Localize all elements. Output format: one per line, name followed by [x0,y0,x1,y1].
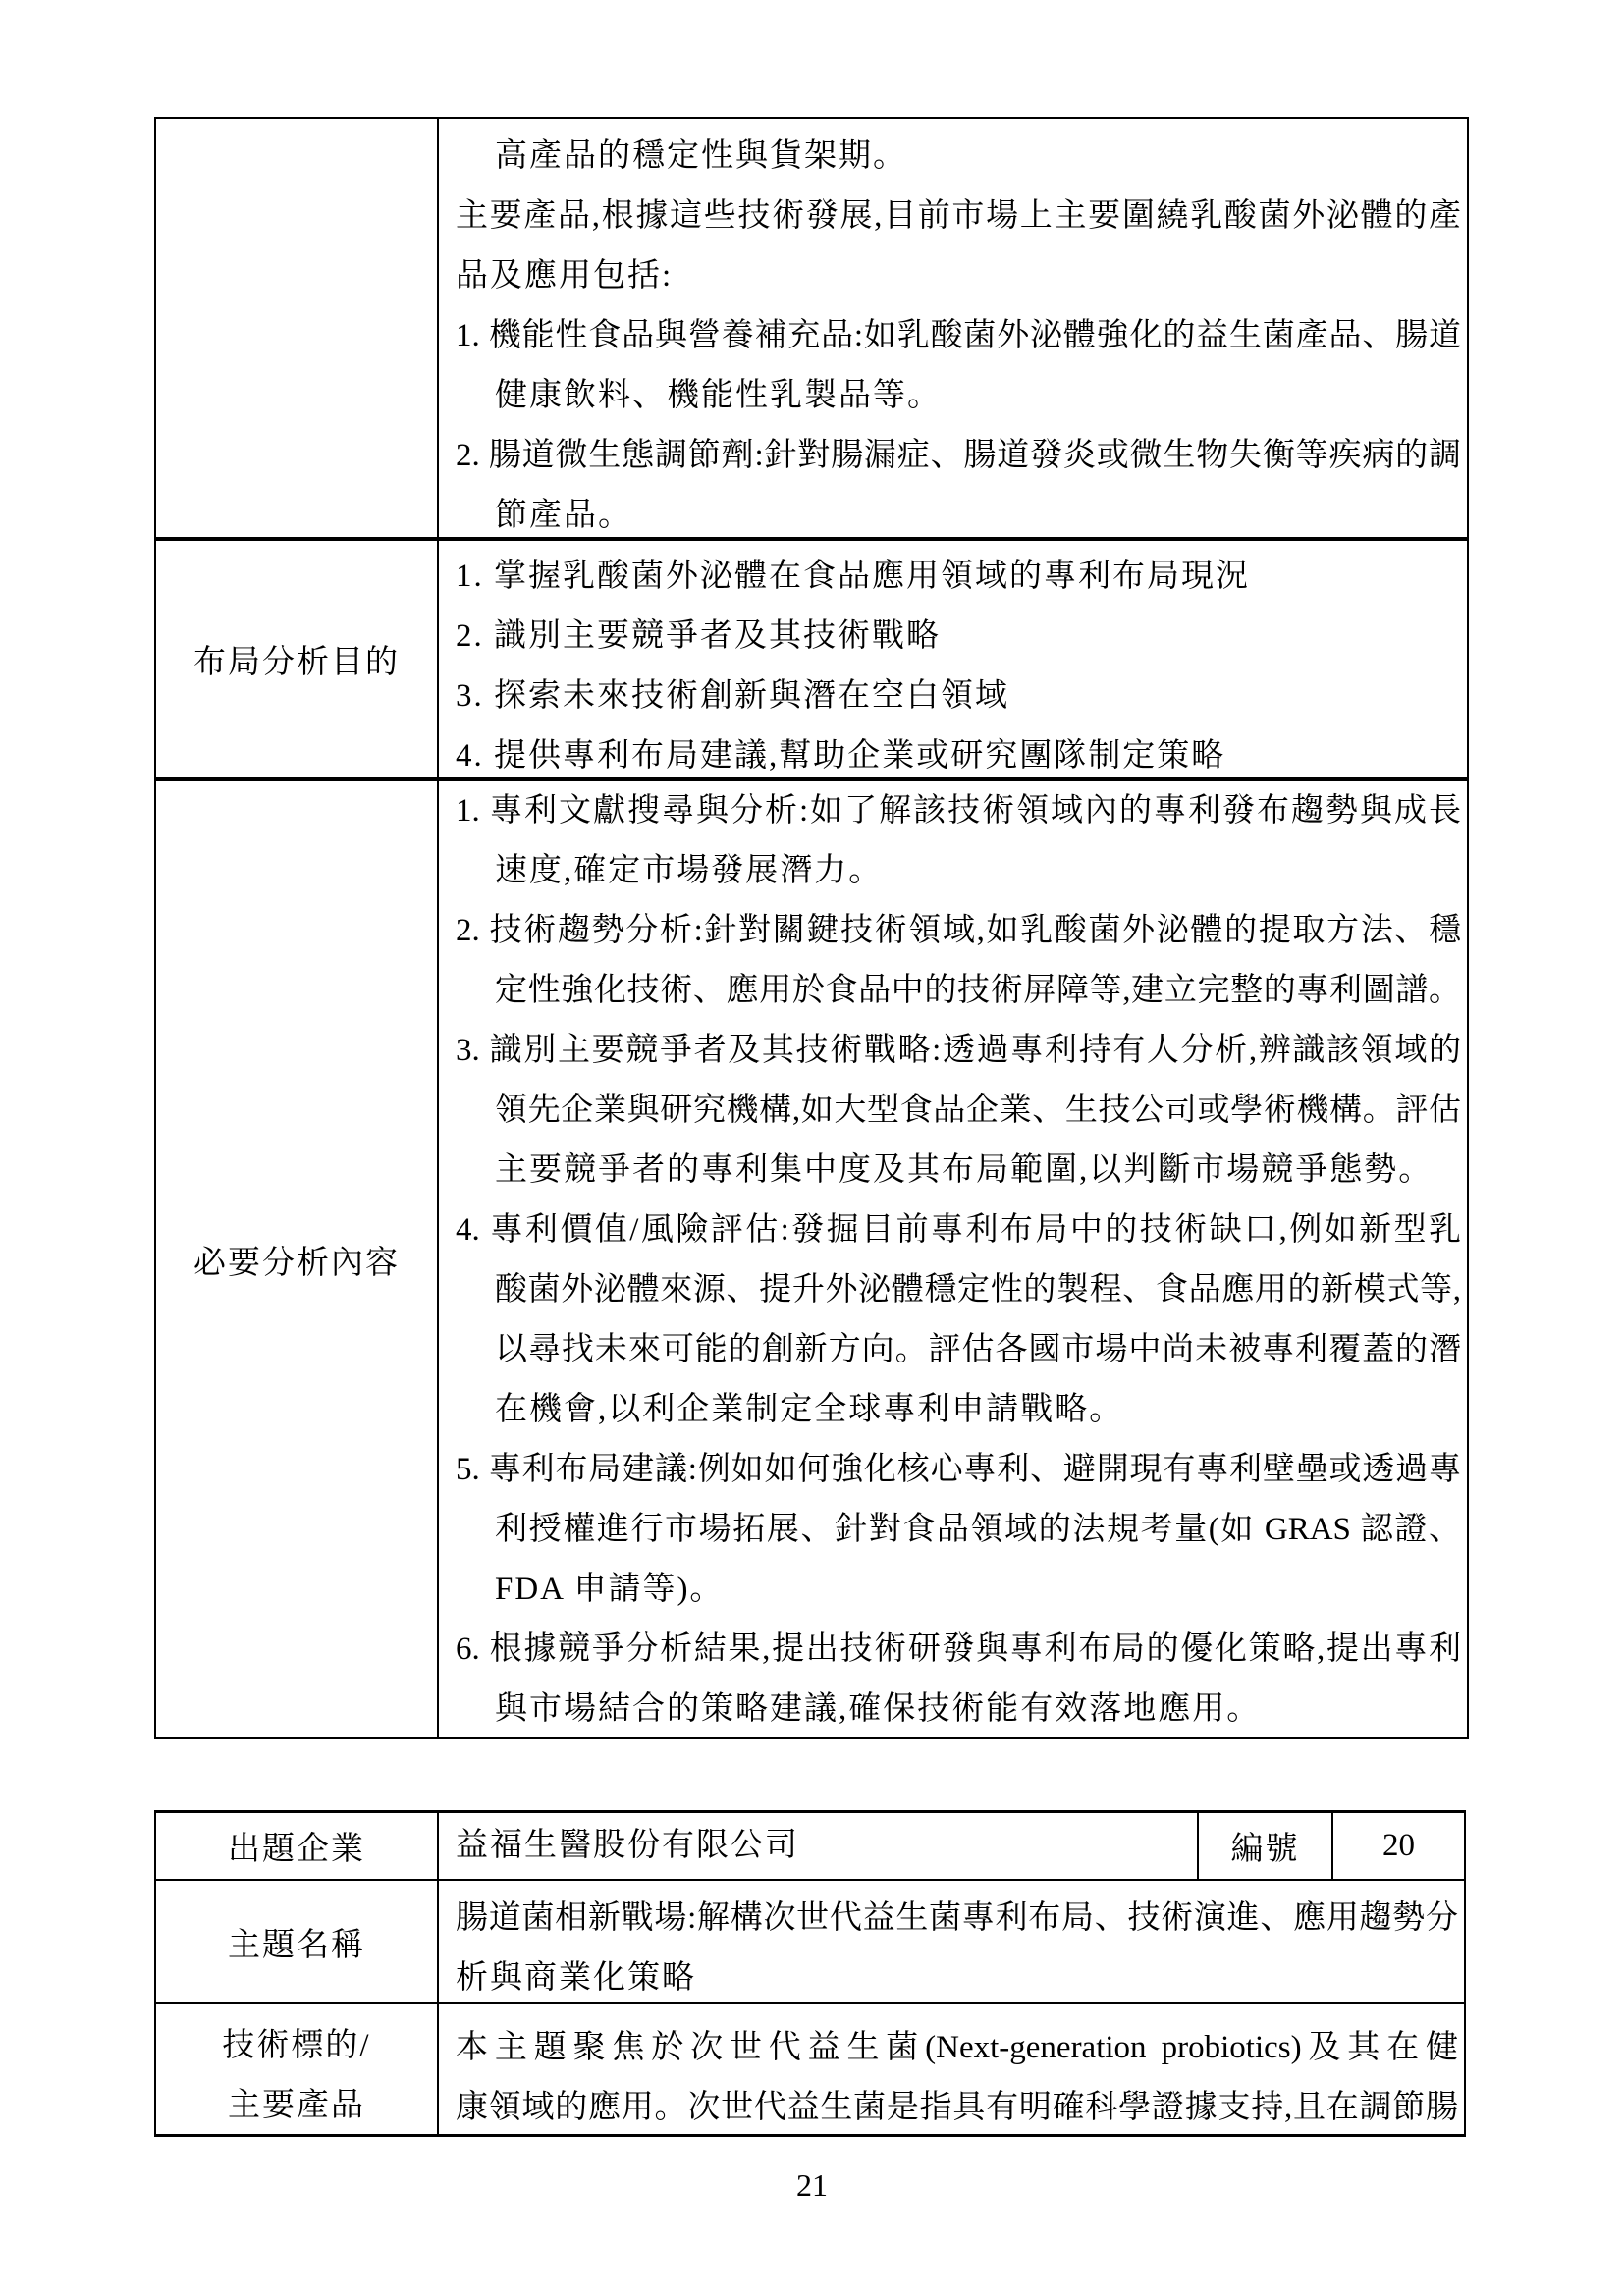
table-row-tech-target [156,2002,1464,2134]
row-body-cell [439,541,1467,777]
row-header-label: 布局分析目的 [193,645,400,680]
text-line: 康領域的應用。次世代益生菌是指具有明確科學證據支持,且在調節腸 [456,2090,1458,2125]
text-line: 與市場結合的策略建議,確保技術能有效落地應用。 [495,1691,1262,1727]
text-line: 1. 掌握乳酸菌外泌體在食品應用領域的專利布局現況 [456,559,1250,594]
text-line: 利授權進行市場拓展、針對食品領域的法規考量(如 GRAS 認證、 [495,1512,1461,1547]
text-line: 酸菌外泌體來源、提升外泌體穩定性的製程、食品應用的新模式等, [495,1272,1461,1308]
code-value: 20 [1382,1828,1415,1863]
target-label-cell [156,2004,439,2134]
row-header-cell-empty [156,119,439,537]
code-value-cell [1331,1813,1464,1879]
text-line: 在機會,以利企業制定全球專利申請戰略。 [495,1392,1124,1427]
text-line: 主要競爭者的專利集中度及其布局範圍,以判斷市場競爭態勢。 [495,1152,1434,1188]
text-line: 5. 專利布局建議:例如如何強化核心專利、避開現有專利壁壘或透過專 [456,1452,1461,1487]
code-label-cell [1197,1813,1331,1879]
row-body-cell [439,781,1467,1737]
text-line: 主要產品,根據這些技術發展,目前市場上主要圍繞乳酸菌外泌體的產 [456,198,1461,234]
text-line: 4. 提供專利布局建議,幫助企業或研究團隊制定策略 [456,738,1226,774]
topic-label: 主題名稱 [228,1927,365,1963]
topic-label-cell [156,1881,439,2002]
text-line: 定性強化技術、應用於食品中的技術屏障等,建立完整的專利圖譜。 [495,973,1461,1008]
row-header-cell [156,781,439,1737]
text-line: 1. 機能性食品與營養補充品:如乳酸菌外泌體強化的益生菌產品、腸道 [456,318,1461,353]
text-line: 速度,確定市場發展潛力。 [495,853,884,888]
table-row-topic-name [156,1879,1464,2002]
company-value-cell [439,1813,1197,1879]
text-line: 本主題聚焦於次世代益生菌(Next-generation probiotics)及其在健 [456,2030,1458,2065]
code-label: 編號 [1230,1832,1300,1867]
patent-analysis-table [154,117,1469,1739]
text-line: 析與商業化策略 [456,1960,696,1996]
company-value: 益福生醫股份有限公司 [456,1828,799,1863]
text-line: 2. 識別主要競爭者及其技術戰略 [456,618,941,654]
target-value-cell [439,2004,1464,2134]
text-line: 品及應用包括: [456,258,674,294]
text-line: 腸道菌相新戰場:解構次世代益生菌專利布局、技術演進、應用趨勢分 [456,1900,1458,1936]
text-line: 健康飲料、機能性乳製品等。 [495,378,942,413]
target-label-line: 主要產品 [228,2088,365,2123]
table-row-product-context [156,119,1467,537]
company-label: 出題企業 [228,1832,365,1867]
topic-value-cell [439,1881,1464,2002]
page-number: 21 [796,2167,828,2203]
text-line: 2. 技術趨勢分析:針對關鍵技術領域,如乳酸菌外泌體的提取方法、穩 [456,913,1461,948]
text-line: 6. 根據競爭分析結果,提出技術研發與專利布局的優化策略,提出專利 [456,1631,1461,1667]
row-body-cell [439,119,1467,537]
text-line: FDA 申請等)。 [495,1572,725,1607]
text-line: 領先企業與研究機構,如大型食品企業、生技公司或學術機構。評估 [495,1093,1461,1128]
company-label-cell [156,1813,439,1879]
target-label-line: 技術標的/ [222,2028,371,2063]
topic-info-table [154,1810,1466,2137]
text-line: 高產品的穩定性與貨架期。 [495,138,907,174]
text-line: 1. 專利文獻搜尋與分析:如了解該技術領域內的專利發布趨勢與成長 [456,793,1461,828]
text-line: 4. 專利價值/風險評估:發掘目前專利布局中的技術缺口,例如新型乳 [456,1212,1461,1248]
text-line: 以尋找未來可能的創新方向。評估各國市場中尚未被專利覆蓋的潛 [495,1332,1461,1367]
table-row-company [156,1813,1464,1879]
text-line: 2. 腸道微生態調節劑:針對腸漏症、腸道發炎或微生物失衡等疾病的調 [456,438,1461,473]
row-header-cell [156,541,439,777]
text-line: 節產品。 [495,498,632,533]
table-row-purpose [156,537,1467,777]
row-header-label: 必要分析內容 [193,1245,400,1281]
table-row-required-content [156,777,1467,1737]
text-line: 3. 識別主要競爭者及其技術戰略:透過專利持有人分析,辨識該領域的 [456,1033,1461,1068]
text-line: 3. 探索未來技術創新與潛在空白領域 [456,678,1009,714]
